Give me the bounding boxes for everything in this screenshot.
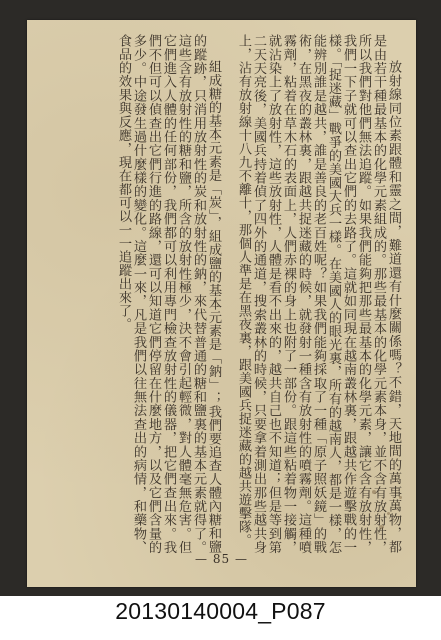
paragraph-gap — [221, 34, 236, 554]
vertical-text-block — [85, 34, 401, 554]
paper-stain — [399, 496, 402, 499]
paragraph-2: 組成糖的基本元素是「炭」，組成鹽的基本元素是「鈉」；我們要追查人體內糖和鹽的蹤跡，只消用放射性的炭和放射性的鈉，來代替普通的糖和鹽裏的基本元素就得了。這些含有放射性的糖和鹽，所含的放射性極少，決不會引起輕微，對人體毫無危害。但它們進入人體的任何部份，我們都可以利用專門檢查放射性的儀器，把它們查出來。我們不但可以偵查出它們行進的路線，還可以知道它們停留在什麼地方，以及它們含量的多少。中途發生過什麼樣的變化。這麼一來，凡是我們以往無法查出的病情，和藥物、食品的效果與反應，現在都可以一一追蹤出來了。 — [116, 34, 221, 554]
paper-stain — [372, 490, 376, 494]
paragraph-1: 放射線同位素跟體和靈之間，難道還有什麼關係嗎？不錯，天地間的萬事萬物，都是由若干種最基本的化學元素組成的。那些最基本的化學元素本身，並不含有放射性，所以我們對他們無法追蹤。如果我們能夠把那些最基本的化學元素，讓它含有放射性，我們一下子就可以查出它們的去路了。這就如同現在越南叢林裏，跟越共作遊擊戰的一樣。「捉迷藏」戰爭的美國大兵一樣。在美國人的眼光裏，所有的越南人，都是一樣，怎能辨別誰是越共，誰是善良的老百姓呢？如果我們能夠採取了一種「原子照妖鏡」的戰術，在黑夜的叢林裏，跟越共捉迷藏的時候，就發射一種含有放射性的噴霧劑。這種噴霧劑，粘着在草木石的表面上，人們赤裸的身上也附了一部份。跟這些粘着物一接觸，就沾染上了放射性，這些放射性，人體是看不出來的，越共自己也不知道；但是等到第二天天亮後，美國兵持着偵了四外的通道，搜索叢林的時候，只要拿着測出那些越共身上，沾有放射線十八九不離十，那個人準是在黑夜裏，跟美國兵捉迷藏的越共遊擊隊。 — [236, 34, 401, 554]
paper-stain — [387, 512, 390, 515]
paper-stain — [379, 525, 384, 529]
page-number: — 85 — — [195, 552, 248, 566]
book-page — [27, 20, 416, 587]
image-caption: 20130140004_P087 — [115, 598, 326, 624]
